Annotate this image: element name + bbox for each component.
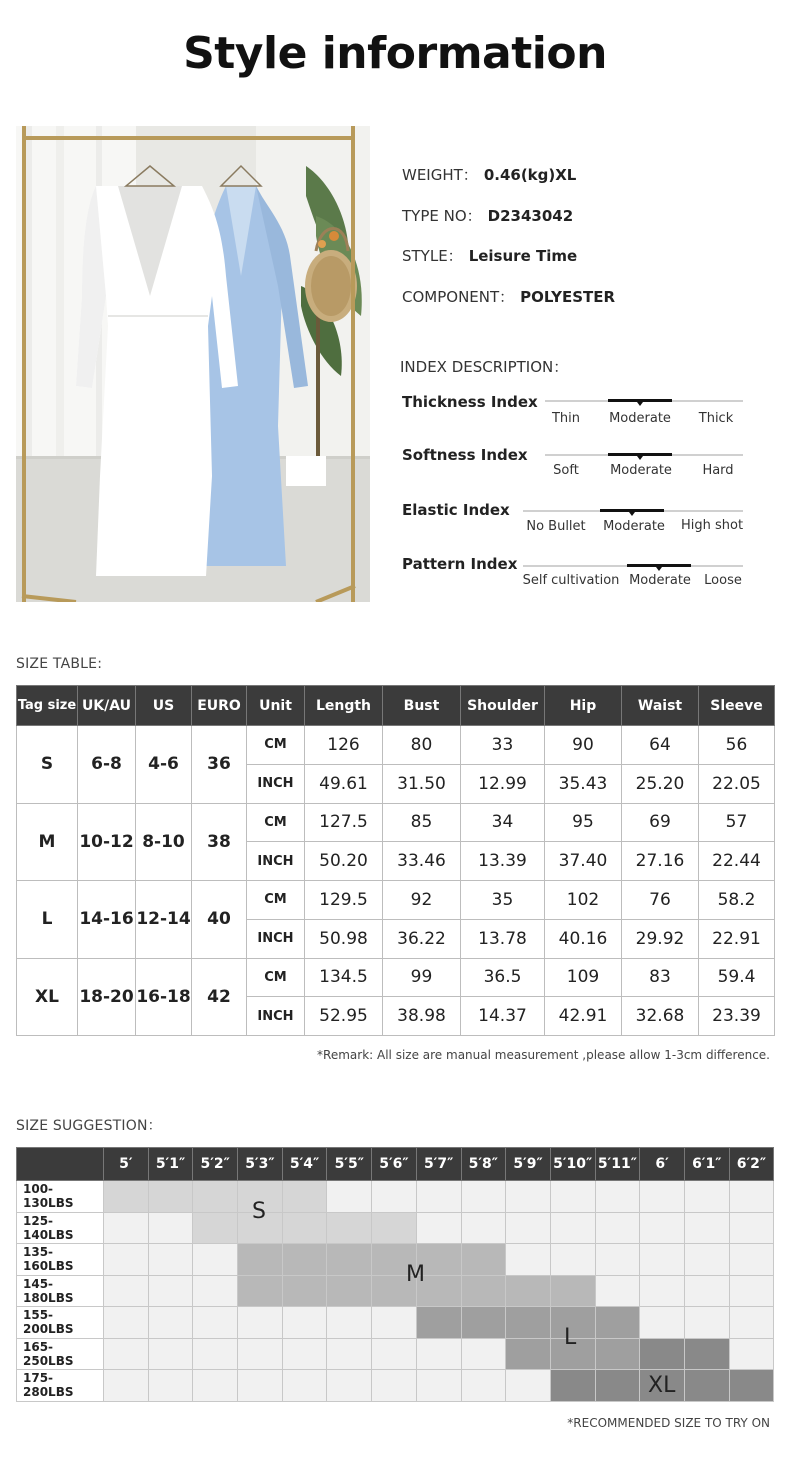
empty-cell — [238, 1338, 283, 1370]
empty-cell — [461, 1338, 506, 1370]
measure-inch-cell: 37.40 — [545, 842, 622, 881]
euro-cell: 38 — [192, 803, 247, 881]
empty-cell — [104, 1275, 149, 1307]
softness-low-label: Soft — [553, 463, 579, 478]
height-header-cell: 5′5″ — [327, 1148, 372, 1181]
tag-size-cell: L — [17, 881, 78, 959]
softness-index-label: Softness Index — [402, 446, 528, 464]
empty-cell — [282, 1307, 327, 1339]
weight-row — [17, 1307, 774, 1339]
header-length: Length — [305, 686, 383, 726]
size-suggestion-grid — [16, 1147, 774, 1402]
size-cell-s — [193, 1212, 238, 1244]
size-letter-l: L — [564, 1325, 577, 1350]
measure-inch-cell: 40.16 — [545, 919, 622, 958]
elastic-index-marker — [600, 509, 664, 512]
component-label: COMPONENT： — [402, 288, 515, 306]
type-label: TYPE NO： — [402, 207, 482, 225]
empty-cell — [729, 1244, 774, 1276]
empty-cell — [238, 1307, 283, 1339]
header-tag-size: Tag size — [17, 686, 78, 726]
size-cell-l — [506, 1338, 551, 1370]
measure-cm-cell: 83 — [622, 958, 699, 997]
measure-cm-cell: 99 — [383, 958, 461, 997]
size-cell-s — [282, 1212, 327, 1244]
component-row — [402, 286, 615, 307]
table-row — [17, 881, 775, 920]
softness-high-label: Hard — [702, 463, 734, 478]
tag-size-cell: S — [17, 726, 78, 804]
product-photo — [16, 126, 370, 602]
height-header-cell: 5′7″ — [416, 1148, 461, 1181]
empty-cell — [640, 1212, 685, 1244]
measure-inch-cell: 33.46 — [383, 842, 461, 881]
measure-cm-cell: 69 — [622, 803, 699, 842]
us-cell: 4-6 — [136, 726, 192, 804]
euro-cell: 36 — [192, 726, 247, 804]
measure-cm-cell: 59.4 — [699, 958, 775, 997]
ukau-cell: 14-16 — [78, 881, 136, 959]
dress-photo-illustration — [16, 126, 370, 602]
measure-inch-cell: 14.37 — [461, 997, 545, 1036]
euro-cell: 42 — [192, 958, 247, 1036]
empty-cell — [506, 1370, 551, 1402]
elastic-index-label: Elastic Index — [402, 501, 510, 519]
empty-cell — [461, 1181, 506, 1213]
header-hip: Hip — [545, 686, 622, 726]
measure-cm-cell: 56 — [699, 726, 775, 765]
page-title: Style information — [183, 28, 607, 79]
measure-inch-cell: 13.78 — [461, 919, 545, 958]
weight-label-cell: 155-200LBS — [17, 1307, 104, 1339]
size-cell-xl — [550, 1370, 595, 1402]
empty-cell — [729, 1275, 774, 1307]
component-value: POLYESTER — [520, 288, 616, 306]
weight-label: WEIGHT： — [402, 166, 478, 184]
header-sleeve: Sleeve — [699, 686, 775, 726]
size-letter-xl: XL — [648, 1373, 676, 1398]
size-cell-s — [327, 1212, 372, 1244]
ukau-cell: 10-12 — [78, 803, 136, 881]
size-letter-s: S — [252, 1199, 266, 1224]
empty-cell — [193, 1370, 238, 1402]
unit-cm-cell: CM — [247, 726, 305, 765]
size-cell-m — [238, 1244, 283, 1276]
size-cell-xl — [595, 1370, 640, 1402]
empty-cell — [640, 1181, 685, 1213]
style-label: STYLE： — [402, 247, 463, 265]
measure-inch-cell: 50.98 — [305, 919, 383, 958]
height-header-cell: 5′1″ — [148, 1148, 193, 1181]
weight-row — [17, 1338, 774, 1370]
unit-inch-cell: INCH — [247, 842, 305, 881]
measure-inch-cell: 35.43 — [545, 764, 622, 803]
measure-cm-cell: 95 — [545, 803, 622, 842]
empty-cell — [416, 1181, 461, 1213]
size-cell-l — [595, 1307, 640, 1339]
empty-cell — [327, 1338, 372, 1370]
size-cell-m — [282, 1275, 327, 1307]
header-shoulder: Shoulder — [461, 686, 545, 726]
size-table-header — [17, 686, 775, 726]
measure-inch-cell: 32.68 — [622, 997, 699, 1036]
pattern-index-marker — [627, 564, 691, 567]
pattern-low-label: Self cultivation — [522, 573, 620, 588]
empty-cell — [282, 1370, 327, 1402]
table-row — [17, 958, 775, 997]
empty-cell — [640, 1244, 685, 1276]
unit-cm-cell: CM — [247, 958, 305, 997]
size-cell-l — [461, 1307, 506, 1339]
empty-cell — [640, 1307, 685, 1339]
corner-header-cell — [17, 1148, 104, 1181]
measure-cm-cell: 33 — [461, 726, 545, 765]
measure-inch-cell: 12.99 — [461, 764, 545, 803]
size-table — [16, 685, 775, 1036]
empty-cell — [193, 1244, 238, 1276]
empty-cell — [327, 1307, 372, 1339]
empty-cell — [595, 1244, 640, 1276]
style-row — [402, 245, 577, 266]
empty-cell — [729, 1338, 774, 1370]
empty-cell — [684, 1181, 729, 1213]
size-cell-l — [416, 1307, 461, 1339]
us-cell: 8-10 — [136, 803, 192, 881]
remark-note: *Remark: All size are manual measurement ,please allow 1-3cm difference. — [317, 1048, 770, 1062]
size-cell-m — [506, 1275, 551, 1307]
size-cell-s — [148, 1181, 193, 1213]
empty-cell — [327, 1181, 372, 1213]
type-row — [402, 205, 573, 226]
empty-cell — [729, 1181, 774, 1213]
empty-cell — [595, 1181, 640, 1213]
empty-cell — [595, 1275, 640, 1307]
measure-inch-cell: 25.20 — [622, 764, 699, 803]
measure-cm-cell: 76 — [622, 881, 699, 920]
height-header-row — [17, 1148, 774, 1181]
size-cell-m — [238, 1275, 283, 1307]
empty-cell — [595, 1212, 640, 1244]
measure-cm-cell: 35 — [461, 881, 545, 920]
header-waist: Waist — [622, 686, 699, 726]
size-cell-s — [104, 1181, 149, 1213]
measure-inch-cell: 13.39 — [461, 842, 545, 881]
empty-cell — [104, 1338, 149, 1370]
measure-inch-cell: 22.91 — [699, 919, 775, 958]
measure-cm-cell: 34 — [461, 803, 545, 842]
weight-label-cell: 175-280LBS — [17, 1370, 104, 1402]
empty-cell — [416, 1212, 461, 1244]
empty-cell — [506, 1244, 551, 1276]
empty-cell — [684, 1275, 729, 1307]
size-cell-s — [372, 1212, 417, 1244]
tag-size-cell: M — [17, 803, 78, 881]
elastic-low-label: No Bullet — [526, 519, 586, 534]
empty-cell — [550, 1244, 595, 1276]
weight-row — [17, 1212, 774, 1244]
unit-inch-cell: INCH — [247, 764, 305, 803]
height-header-cell: 5′6″ — [372, 1148, 417, 1181]
measure-cm-cell: 80 — [383, 726, 461, 765]
height-header-cell: 5′11″ — [595, 1148, 640, 1181]
empty-cell — [729, 1212, 774, 1244]
index-description-title: INDEX DESCRIPTION： — [400, 358, 569, 376]
size-cell-m — [282, 1244, 327, 1276]
thickness-index-marker — [608, 399, 672, 402]
measure-inch-cell: 29.92 — [622, 919, 699, 958]
recommended-footnote: *RECOMMENDED SIZE TO TRY ON — [567, 1416, 770, 1430]
empty-cell — [282, 1338, 327, 1370]
size-suggestion-label: SIZE SUGGESTION： — [16, 1118, 162, 1134]
empty-cell — [372, 1181, 417, 1213]
weight-row — [17, 1244, 774, 1276]
empty-cell — [640, 1275, 685, 1307]
empty-cell — [506, 1212, 551, 1244]
ukau-cell: 6-8 — [78, 726, 136, 804]
empty-cell — [104, 1307, 149, 1339]
measure-cm-cell: 129.5 — [305, 881, 383, 920]
height-header-cell: 6′2″ — [729, 1148, 774, 1181]
size-cell-s — [193, 1181, 238, 1213]
thickness-low-label: Thin — [551, 411, 581, 426]
size-cell-m — [550, 1275, 595, 1307]
empty-cell — [238, 1370, 283, 1402]
empty-cell — [148, 1370, 193, 1402]
height-header-cell: 6′ — [640, 1148, 685, 1181]
size-cell-xl — [684, 1370, 729, 1402]
weight-label-cell: 125-140LBS — [17, 1212, 104, 1244]
height-header-cell: 5′9″ — [506, 1148, 551, 1181]
measure-inch-cell: 36.22 — [383, 919, 461, 958]
measure-inch-cell: 27.16 — [622, 842, 699, 881]
empty-cell — [461, 1212, 506, 1244]
size-cell-l — [595, 1338, 640, 1370]
measure-inch-cell: 22.44 — [699, 842, 775, 881]
size-cell-m — [327, 1275, 372, 1307]
empty-cell — [372, 1307, 417, 1339]
height-header-cell: 5′ — [104, 1148, 149, 1181]
empty-cell — [148, 1275, 193, 1307]
empty-cell — [193, 1338, 238, 1370]
empty-cell — [104, 1370, 149, 1402]
empty-cell — [416, 1370, 461, 1402]
softness-mid-label: Moderate — [610, 463, 672, 478]
empty-cell — [416, 1338, 461, 1370]
header-bust: Bust — [383, 686, 461, 726]
measure-inch-cell: 50.20 — [305, 842, 383, 881]
measure-cm-cell: 109 — [545, 958, 622, 997]
unit-cm-cell: CM — [247, 803, 305, 842]
measure-inch-cell: 23.39 — [699, 997, 775, 1036]
thickness-mid-label: Moderate — [609, 411, 671, 426]
header-us: US — [136, 686, 192, 726]
elastic-mid-label: Moderate — [603, 519, 665, 534]
tag-size-cell: XL — [17, 958, 78, 1036]
thickness-index-label: Thickness Index — [402, 393, 538, 411]
weight-label-cell: 100-130LBS — [17, 1181, 104, 1213]
measure-cm-cell: 92 — [383, 881, 461, 920]
style-value: Leisure Time — [468, 247, 578, 265]
empty-cell — [684, 1307, 729, 1339]
empty-cell — [461, 1370, 506, 1402]
empty-cell — [550, 1181, 595, 1213]
header-euro: EURO — [192, 686, 247, 726]
height-header-cell: 6′1″ — [684, 1148, 729, 1181]
unit-cm-cell: CM — [247, 881, 305, 920]
height-header-cell: 5′3″ — [238, 1148, 283, 1181]
size-cell-m — [461, 1275, 506, 1307]
measure-cm-cell: 58.2 — [699, 881, 775, 920]
empty-cell — [148, 1244, 193, 1276]
height-header-cell: 5′4″ — [282, 1148, 327, 1181]
empty-cell — [684, 1212, 729, 1244]
measure-cm-cell: 85 — [383, 803, 461, 842]
pattern-high-label: Loose — [704, 573, 742, 588]
elastic-high-label: High shot — [680, 518, 744, 533]
empty-cell — [372, 1370, 417, 1402]
empty-cell — [148, 1338, 193, 1370]
height-header-cell: 5′2″ — [193, 1148, 238, 1181]
empty-cell — [327, 1370, 372, 1402]
us-cell: 16-18 — [136, 958, 192, 1036]
measure-inch-cell: 22.05 — [699, 764, 775, 803]
empty-cell — [372, 1338, 417, 1370]
size-cell-l — [506, 1307, 551, 1339]
size-cell-s — [282, 1181, 327, 1213]
weight-label-cell: 135-160LBS — [17, 1244, 104, 1276]
height-header-cell: 5′8″ — [461, 1148, 506, 1181]
measure-cm-cell: 127.5 — [305, 803, 383, 842]
measure-cm-cell: 90 — [545, 726, 622, 765]
thickness-high-label: Thick — [698, 411, 734, 426]
measure-cm-cell: 102 — [545, 881, 622, 920]
measure-cm-cell: 57 — [699, 803, 775, 842]
header-ukau: UK/AU — [78, 686, 136, 726]
measure-inch-cell: 42.91 — [545, 997, 622, 1036]
size-cell-m — [327, 1244, 372, 1276]
type-value: D2343042 — [487, 207, 574, 225]
size-letter-m: M — [406, 1262, 425, 1287]
height-header-cell: 5′10″ — [550, 1148, 595, 1181]
measure-cm-cell: 64 — [622, 726, 699, 765]
measure-inch-cell: 38.98 — [383, 997, 461, 1036]
empty-cell — [104, 1244, 149, 1276]
pattern-index-label: Pattern Index — [402, 555, 518, 573]
empty-cell — [729, 1307, 774, 1339]
pattern-mid-label: Moderate — [629, 573, 691, 588]
empty-cell — [148, 1212, 193, 1244]
empty-cell — [148, 1307, 193, 1339]
table-row — [17, 803, 775, 842]
size-cell-m — [461, 1244, 506, 1276]
weight-row — [402, 164, 576, 185]
empty-cell — [104, 1212, 149, 1244]
header-unit: Unit — [247, 686, 305, 726]
unit-inch-cell: INCH — [247, 997, 305, 1036]
empty-cell — [193, 1275, 238, 1307]
weight-row — [17, 1275, 774, 1307]
size-cell-xl — [640, 1338, 685, 1370]
weight-value: 0.46(kg)XL — [483, 166, 577, 184]
measure-cm-cell: 36.5 — [461, 958, 545, 997]
size-cell-xl — [684, 1338, 729, 1370]
size-table-label: SIZE TABLE: — [16, 656, 103, 672]
measure-inch-cell: 52.95 — [305, 997, 383, 1036]
unit-inch-cell: INCH — [247, 919, 305, 958]
euro-cell: 40 — [192, 881, 247, 959]
measure-inch-cell: 49.61 — [305, 764, 383, 803]
empty-cell — [506, 1181, 551, 1213]
measure-inch-cell: 31.50 — [383, 764, 461, 803]
weight-label-cell: 145-180LBS — [17, 1275, 104, 1307]
empty-cell — [193, 1307, 238, 1339]
us-cell: 12-14 — [136, 881, 192, 959]
weight-label-cell: 165-250LBS — [17, 1338, 104, 1370]
softness-index-marker — [608, 453, 672, 456]
measure-cm-cell: 126 — [305, 726, 383, 765]
size-cell-xl — [729, 1370, 774, 1402]
measure-cm-cell: 134.5 — [305, 958, 383, 997]
ukau-cell: 18-20 — [78, 958, 136, 1036]
empty-cell — [684, 1244, 729, 1276]
weight-row — [17, 1181, 774, 1213]
table-row — [17, 726, 775, 765]
empty-cell — [550, 1212, 595, 1244]
